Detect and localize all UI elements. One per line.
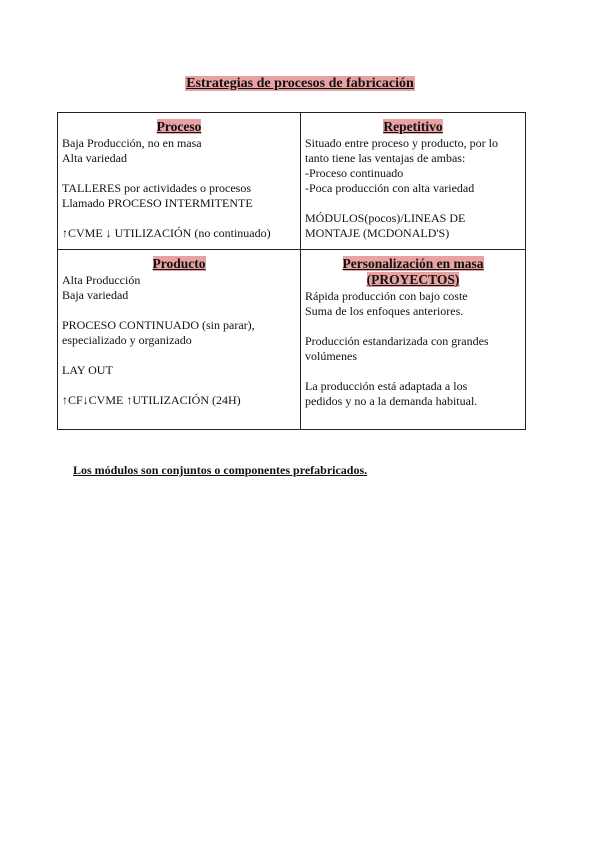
blank-line [305,319,521,334]
text-line: Alta Producción [62,273,141,287]
cell-producto [58,249,300,429]
text-line: especializado y organizado [62,333,192,347]
cell-repetitivo [300,113,525,249]
blank-line [62,211,296,226]
text-line: Rápida producción con bajo coste [305,289,468,303]
text-line: volúmenes [305,349,357,363]
text-line: TALLERES por actividades o procesos [62,181,251,195]
text-line: -Poca producción con alta variedad [305,181,475,195]
text-line: pedidos y no a la demanda habitual. [305,394,478,408]
text-line: Baja Producción, no en masa [62,136,202,150]
cell-body [305,289,521,409]
heading-producto: Producto [152,256,206,271]
page-title [0,74,600,92]
heading-personalizacion: Personalización en masa [342,256,484,271]
cell-heading [305,119,521,135]
text-line: Suma de los enfoques anteriores. [305,304,464,318]
text-line: Baja variedad [62,288,129,302]
text-line: MÓDULOS(pocos)/LINEAS DE [305,211,466,225]
heading-repetitivo: Repetitivo [383,119,443,134]
blank-line [62,166,296,181]
cell-heading [62,256,296,272]
blank-line [62,348,296,363]
cell-personalizacion [300,249,525,429]
text-line: Llamado PROCESO INTERMITENTE [62,196,253,210]
strategy-table [57,112,526,430]
text-line: ↑CVME ↓ UTILIZACIÓN (no continuado) [62,226,271,240]
blank-line [62,378,296,393]
cell-proceso [58,113,300,249]
text-line: -Proceso continuado [305,166,404,180]
cell-heading [62,119,296,135]
text-line: ↑CF↓CVME ↑UTILIZACIÓN (24H) [62,393,241,407]
text-line: La producción está adaptada a los [305,379,468,393]
blank-line [62,303,296,318]
heading-proyectos: (PROYECTOS) [366,272,460,287]
cell-body [62,273,296,408]
text-line: Producción estandarizada con grandes [305,334,489,348]
text-line: Situado entre proceso y producto, por lo [305,136,498,150]
cell-body [305,136,521,241]
text-line: Alta variedad [62,151,127,165]
heading-proceso: Proceso [156,119,202,134]
blank-line [305,364,521,379]
page-title-text: Estrategias de procesos de fabricación [186,76,414,91]
cell-body [62,136,296,241]
footnote: Los módulos son conjuntos o componentes prefabricados. [73,463,368,477]
text-line: tanto tiene las ventajas de ambas: [305,151,466,165]
text-line: MONTAJE (MCDONALD'S) [305,226,450,240]
text-line: LAY OUT [62,363,113,377]
blank-line [305,196,521,211]
text-line: PROCESO CONTINUADO (sin parar), [62,318,255,332]
cell-heading [305,256,521,288]
